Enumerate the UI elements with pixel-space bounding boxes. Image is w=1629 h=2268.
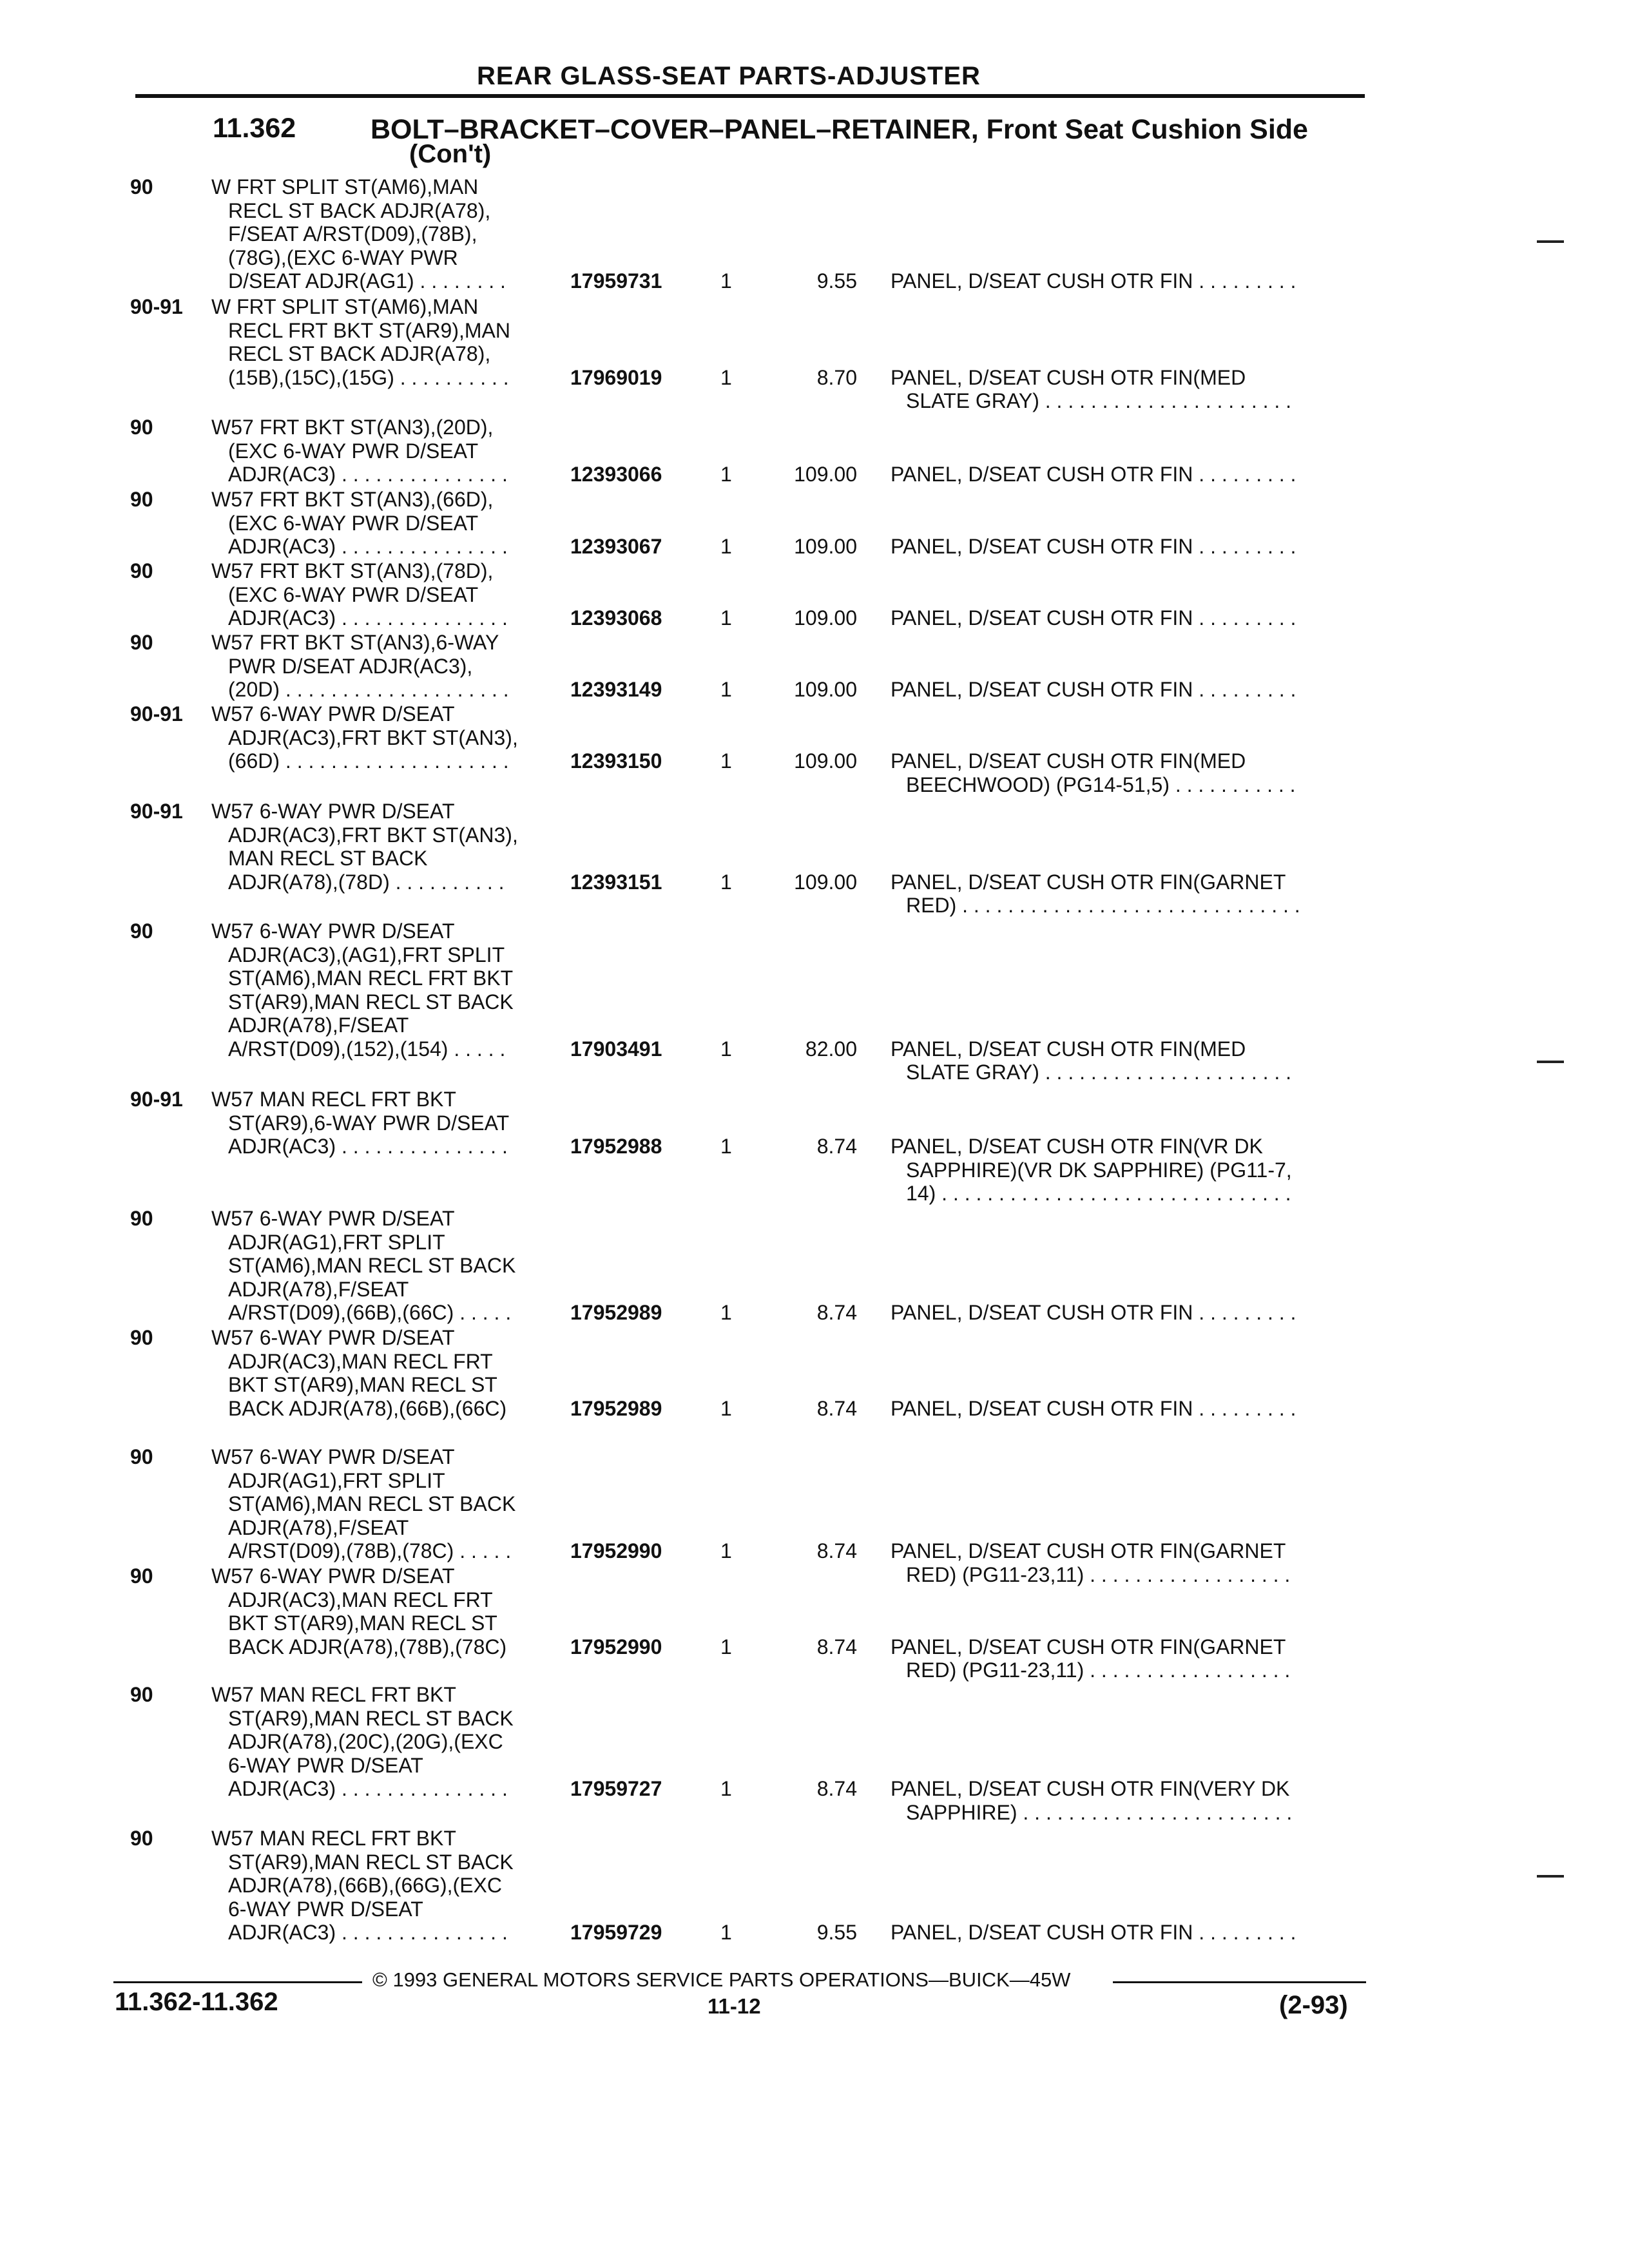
part-number: 12393150 (570, 749, 662, 773)
usage-line: PWR D/SEAT ADJR(AC3), (228, 654, 473, 678)
part-name-line: SLATE GRAY) . . . . . . . . . . . . . . . . . . . . . . (906, 389, 1292, 412)
part-name (891, 1301, 1367, 1325)
model-year: 90 (130, 1683, 153, 1706)
part-name-line: PANEL, D/SEAT CUSH OTR FIN . . . . . . . . . (891, 1921, 1296, 1944)
usage-line: (EXC 6-WAY PWR D/SEAT (228, 511, 479, 535)
footer-rule-right (1113, 1981, 1366, 1983)
usage-line: (15B),(15C),(15G) . . . . . . . . . . (228, 365, 509, 389)
usage-line: A/RST(D09),(78B),(78C) . . . . . (228, 1539, 512, 1562)
usage-description (211, 1827, 514, 1945)
usage-description (211, 800, 518, 894)
part-name-line: PANEL, D/SEAT CUSH OTR FIN(MED (891, 365, 1246, 389)
part-name-line: PANEL, D/SEAT CUSH OTR FIN(GARNET (891, 1539, 1286, 1562)
usage-line: W57 6-WAY PWR D/SEAT (211, 702, 455, 726)
footer-date: (2-93) (1279, 1991, 1348, 2019)
part-number: 17952988 (570, 1135, 662, 1158)
usage-line: W57 6-WAY PWR D/SEAT (211, 800, 455, 823)
usage-line: ST(AR9),6-WAY PWR D/SEAT (228, 1111, 510, 1135)
quantity: 1 (720, 1037, 732, 1061)
unit-price: 8.70 (816, 365, 857, 389)
quantity: 1 (720, 1539, 732, 1562)
part-name (891, 1635, 1367, 1682)
part-name-line: PANEL, D/SEAT CUSH OTR FIN(VERY DK (891, 1777, 1290, 1800)
usage-line: BACK ADJR(A78),(78B),(78C) (228, 1635, 507, 1658)
usage-line: A/RST(D09),(66B),(66C) . . . . . (228, 1301, 512, 1324)
usage-line: W FRT SPLIT ST(AM6),MAN (211, 295, 479, 318)
usage-line: ADJR(AC3) . . . . . . . . . . . . . . . (228, 1777, 508, 1800)
usage-line: W57 FRT BKT ST(AN3),(78D), (211, 559, 494, 582)
usage-line: BKT ST(AR9),MAN RECL ST (228, 1373, 497, 1396)
model-year: 90-91 (130, 295, 183, 318)
unit-price: 9.55 (816, 1921, 857, 1944)
unit-price: 8.74 (816, 1301, 857, 1324)
unit-price: 109.00 (794, 535, 857, 558)
usage-line: ADJR(AC3) . . . . . . . . . . . . . . . (228, 606, 508, 629)
usage-description (211, 1207, 516, 1325)
part-number: 17959731 (570, 269, 662, 293)
part-name-line: PANEL, D/SEAT CUSH OTR FIN(GARNET (891, 1635, 1286, 1658)
usage-line: ADJR(AC3) . . . . . . . . . . . . . . . (228, 1135, 508, 1158)
part-name-line: BEECHWOOD) (PG14-51,5) . . . . . . . . . . . (906, 773, 1296, 796)
quantity: 1 (720, 678, 732, 701)
usage-line: (EXC 6-WAY PWR D/SEAT (228, 439, 479, 463)
usage-line: F/SEAT A/RST(D09),(78B), (228, 222, 477, 245)
usage-line: ADJR(AC3),FRT BKT ST(AN3), (228, 823, 518, 847)
part-name (891, 269, 1367, 293)
usage-line: ADJR(A78),F/SEAT (228, 1515, 409, 1539)
quantity: 1 (720, 1777, 732, 1800)
usage-description (211, 1088, 509, 1158)
usage-line: D/SEAT ADJR(AG1) . . . . . . . . (228, 269, 506, 293)
usage-line: W57 6-WAY PWR D/SEAT (211, 919, 455, 943)
part-number: 17952990 (570, 1635, 662, 1658)
part-name-line: SAPPHIRE)(VR DK SAPPHIRE) (PG11-7, (906, 1158, 1292, 1182)
section-number: 11.362 (213, 113, 296, 144)
usage-line: RECL FRT BKT ST(AR9),MAN (228, 318, 510, 342)
part-name (891, 678, 1367, 702)
usage-line: W57 6-WAY PWR D/SEAT (211, 1326, 455, 1349)
model-year: 90 (130, 919, 153, 943)
part-name (891, 1921, 1367, 1945)
usage-line: ADJR(A78),F/SEAT (228, 1014, 409, 1037)
part-name (891, 1135, 1367, 1206)
quantity: 1 (720, 269, 732, 293)
usage-line: ADJR(AC3) . . . . . . . . . . . . . . . (228, 463, 508, 486)
quantity: 1 (720, 1921, 732, 1944)
unit-price: 9.55 (816, 269, 857, 293)
part-name-line: PANEL, D/SEAT CUSH OTR FIN . . . . . . . . . (891, 1396, 1296, 1420)
unit-price: 8.74 (816, 1777, 857, 1800)
usage-line: W57 FRT BKT ST(AN3),(66D), (211, 488, 494, 511)
margin-mark (1537, 1875, 1564, 1878)
part-name-line: PANEL, D/SEAT CUSH OTR FIN . . . . . . . . . (891, 463, 1296, 486)
margin-mark (1537, 240, 1564, 243)
usage-line: ADJR(AC3),MAN RECL FRT (228, 1588, 493, 1611)
usage-line: ST(AR9),MAN RECL ST BACK (228, 1706, 514, 1730)
quantity: 1 (720, 870, 732, 894)
usage-description (211, 1564, 506, 1658)
model-year: 90-91 (130, 702, 183, 726)
part-name-line: PANEL, D/SEAT CUSH OTR FIN . . . . . . . . . (891, 269, 1296, 293)
section-title: BOLT–BRACKET–COVER–PANEL–RETAINER, Front Seat Cushion Side (371, 114, 1308, 145)
part-number: 17952990 (570, 1539, 662, 1562)
usage-description (211, 488, 508, 559)
usage-line: MAN RECL ST BACK (228, 847, 428, 870)
margin-mark (1537, 1061, 1564, 1063)
part-number: 12393067 (570, 535, 662, 558)
part-name-line: PANEL, D/SEAT CUSH OTR FIN . . . . . . . . . (891, 678, 1296, 701)
model-year: 90 (130, 559, 153, 582)
model-year: 90 (130, 1827, 153, 1850)
part-name-line: PANEL, D/SEAT CUSH OTR FIN(VR DK (891, 1135, 1263, 1158)
usage-line: ST(AR9),MAN RECL ST BACK (228, 1850, 514, 1874)
part-number: 17903491 (570, 1037, 662, 1061)
part-number: 17969019 (570, 365, 662, 389)
usage-line: 6-WAY PWR D/SEAT (228, 1897, 423, 1921)
model-year: 90 (130, 631, 153, 654)
quantity: 1 (720, 535, 732, 558)
header-rule (135, 94, 1365, 98)
unit-price: 82.00 (805, 1037, 857, 1061)
usage-line: (EXC 6-WAY PWR D/SEAT (228, 582, 479, 606)
usage-line: W FRT SPLIT ST(AM6),MAN (211, 175, 479, 198)
usage-line: ADJR(AC3) . . . . . . . . . . . . . . . (228, 1921, 508, 1944)
part-number: 17959727 (570, 1777, 662, 1800)
usage-line: W57 MAN RECL FRT BKT (211, 1683, 456, 1706)
part-name (891, 606, 1367, 630)
part-name-line: PANEL, D/SEAT CUSH OTR FIN . . . . . . . . . (891, 1301, 1296, 1324)
quantity: 1 (720, 606, 732, 629)
usage-description (211, 1683, 514, 1801)
model-year: 90-91 (130, 800, 183, 823)
unit-price: 8.74 (816, 1539, 857, 1562)
part-name (891, 749, 1367, 796)
unit-price: 109.00 (794, 606, 857, 629)
part-name (891, 1777, 1367, 1824)
usage-line: ADJR(AC3),FRT BKT ST(AN3), (228, 726, 518, 749)
usage-line: ST(AR9),MAN RECL ST BACK (228, 990, 514, 1014)
model-year: 90 (130, 1326, 153, 1349)
usage-line: W57 6-WAY PWR D/SEAT (211, 1564, 455, 1588)
unit-price: 8.74 (816, 1135, 857, 1158)
part-name-line: PANEL, D/SEAT CUSH OTR FIN(MED (891, 749, 1246, 773)
model-year: 90 (130, 488, 153, 511)
part-name (891, 870, 1367, 918)
usage-line: (78G),(EXC 6-WAY PWR (228, 245, 458, 269)
usage-description (211, 919, 514, 1061)
part-number: 12393066 (570, 463, 662, 486)
usage-line: ST(AM6),MAN RECL ST BACK (228, 1492, 516, 1515)
section-continued: (Con't) (409, 140, 492, 168)
usage-line: W57 MAN RECL FRT BKT (211, 1088, 456, 1111)
model-year: 90 (130, 416, 153, 439)
usage-line: ADJR(AG1),FRT SPLIT (228, 1468, 445, 1492)
model-year: 90-91 (130, 1088, 183, 1111)
usage-line: ST(AM6),MAN RECL ST BACK (228, 1254, 516, 1277)
model-year: 90 (130, 175, 153, 198)
quantity: 1 (720, 1301, 732, 1324)
quantity: 1 (720, 463, 732, 486)
part-number: 17959729 (570, 1921, 662, 1944)
part-number: 17952989 (570, 1301, 662, 1324)
usage-line: ADJR(AG1),FRT SPLIT (228, 1230, 445, 1254)
usage-line: ADJR(A78),(20C),(20G),(EXC (228, 1730, 503, 1753)
footer-section-range: 11.362-11.362 (115, 1988, 278, 2016)
usage-description (211, 1326, 506, 1420)
part-name (891, 1037, 1367, 1084)
usage-line: (66D) . . . . . . . . . . . . . . . . . . . . (228, 749, 509, 773)
usage-line: 6-WAY PWR D/SEAT (228, 1753, 423, 1777)
unit-price: 8.74 (816, 1396, 857, 1420)
model-year: 90 (130, 1207, 153, 1230)
quantity: 1 (720, 1635, 732, 1658)
usage-line: BACK ADJR(A78),(66B),(66C) (228, 1396, 507, 1420)
part-number: 12393149 (570, 678, 662, 701)
model-year: 90 (130, 1564, 153, 1588)
usage-line: ADJR(AC3) . . . . . . . . . . . . . . . (228, 535, 508, 558)
usage-line: W57 FRT BKT ST(AN3),(20D), (211, 416, 494, 439)
part-name-line: 14) . . . . . . . . . . . . . . . . . . . . . . . . . . . . . . . (906, 1182, 1291, 1205)
part-name-line: SAPPHIRE) . . . . . . . . . . . . . . . . . . . . . . . . (906, 1800, 1293, 1824)
part-number: 12393068 (570, 606, 662, 629)
unit-price: 8.74 (816, 1635, 857, 1658)
usage-line: W57 MAN RECL FRT BKT (211, 1827, 456, 1850)
usage-description (211, 416, 508, 486)
footer-rule-left (113, 1981, 362, 1983)
usage-line: ADJR(AC3),(AG1),FRT SPLIT (228, 943, 505, 966)
usage-line: ADJR(A78),(66B),(66G),(EXC (228, 1874, 502, 1897)
usage-description (211, 702, 518, 773)
part-name (891, 535, 1367, 559)
part-name (891, 1539, 1367, 1586)
part-number: 17952989 (570, 1396, 662, 1420)
usage-line: ADJR(A78),(78D) . . . . . . . . . . (228, 870, 505, 894)
usage-description (211, 1445, 516, 1563)
part-number: 12393151 (570, 870, 662, 894)
part-name-line: RED) (PG11-23,11) . . . . . . . . . . . . . . . . . . (906, 1658, 1291, 1682)
part-name (891, 1397, 1367, 1421)
footer-page-number: 11-12 (708, 1994, 761, 2018)
unit-price: 109.00 (794, 463, 857, 486)
usage-line: ST(AM6),MAN RECL FRT BKT (228, 966, 514, 990)
part-name-line: PANEL, D/SEAT CUSH OTR FIN(GARNET (891, 870, 1286, 894)
usage-line: RECL ST BACK ADJR(A78), (228, 198, 491, 222)
model-year: 90 (130, 1445, 153, 1468)
part-name-line: PANEL, D/SEAT CUSH OTR FIN(MED (891, 1037, 1246, 1061)
part-name-line: PANEL, D/SEAT CUSH OTR FIN . . . . . . . . . (891, 606, 1296, 629)
quantity: 1 (720, 1396, 732, 1420)
part-name-line: PANEL, D/SEAT CUSH OTR FIN . . . . . . . . . (891, 535, 1296, 558)
quantity: 1 (720, 1135, 732, 1158)
usage-line: W57 6-WAY PWR D/SEAT (211, 1207, 455, 1230)
usage-description (211, 175, 506, 293)
usage-description (211, 631, 509, 702)
usage-line: W57 6-WAY PWR D/SEAT (211, 1445, 455, 1468)
usage-line: BKT ST(AR9),MAN RECL ST (228, 1611, 497, 1635)
unit-price: 109.00 (794, 678, 857, 701)
unit-price: 109.00 (794, 749, 857, 773)
part-name-line: RED) (PG11-23,11) . . . . . . . . . . . . . . . . . . (906, 1562, 1291, 1586)
usage-description (211, 295, 510, 389)
unit-price: 109.00 (794, 870, 857, 894)
footer-copyright: © 1993 GENERAL MOTORS SERVICE PARTS OPERATIONS—BUICK—45W (372, 1968, 1071, 1991)
quantity: 1 (720, 749, 732, 773)
usage-line: A/RST(D09),(152),(154) . . . . . (228, 1037, 506, 1061)
part-name-line: RED) . . . . . . . . . . . . . . . . . . . . . . . . . . . . . . (906, 894, 1300, 917)
part-name (891, 366, 1367, 413)
usage-line: W57 FRT BKT ST(AN3),6-WAY (211, 631, 499, 654)
part-name-line: SLATE GRAY) . . . . . . . . . . . . . . . . . . . . . . (906, 1061, 1292, 1084)
quantity: 1 (720, 365, 732, 389)
usage-description (211, 559, 508, 630)
usage-line: RECL ST BACK ADJR(A78), (228, 342, 491, 365)
usage-line: ADJR(A78),F/SEAT (228, 1277, 409, 1301)
part-name (891, 463, 1367, 486)
page-header-title: REAR GLASS-SEAT PARTS-ADJUSTER (477, 62, 981, 90)
usage-line: (20D) . . . . . . . . . . . . . . . . . . . . (228, 678, 509, 701)
usage-line: ADJR(AC3),MAN RECL FRT (228, 1349, 493, 1373)
